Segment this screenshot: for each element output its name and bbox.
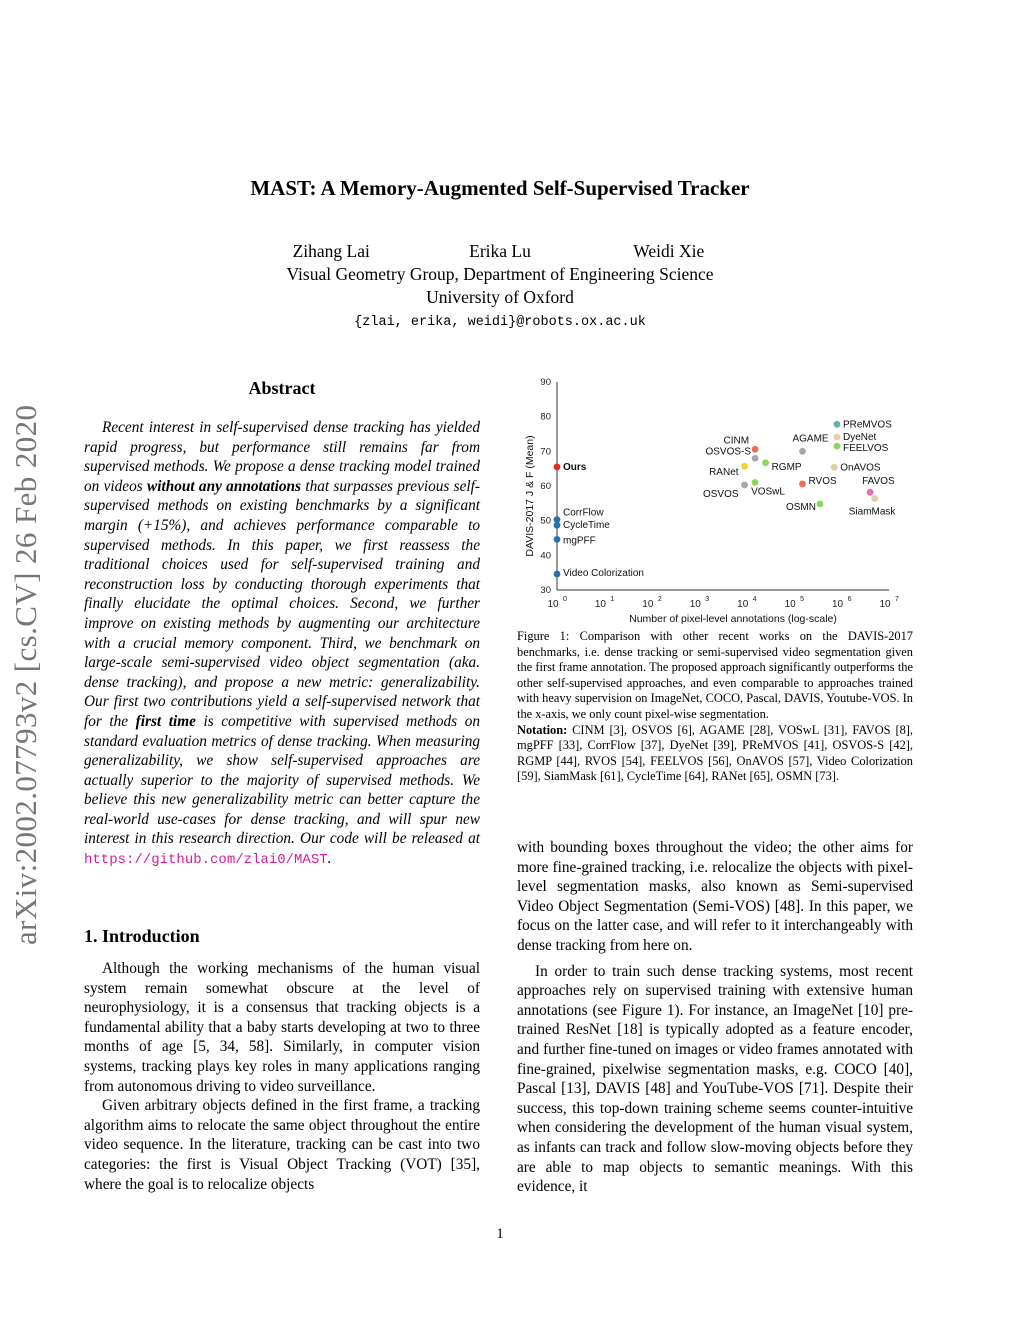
x-axis-label: Number of pixel-level annotations (log-scale)	[629, 613, 837, 625]
y-tick-label: 80	[540, 411, 551, 423]
page-number: 1	[496, 1226, 504, 1242]
data-point	[867, 489, 874, 496]
figure-caption	[517, 629, 913, 785]
x-tick-label: 10	[594, 599, 606, 610]
y-tick-label: 30	[540, 585, 551, 596]
point-label: mgPFF	[563, 535, 596, 547]
author-name: Weidi Xie	[633, 241, 705, 261]
point-label: OSVOS	[702, 488, 739, 500]
abstract-heading: Abstract	[248, 378, 316, 398]
intro-paragraph: Although the working mechanisms of the human visual system remain somewhat obscure at the level of neurophysiology, it is a consensus that tracking objects is a fundamental ability that a baby starts developing at two to three months of age [5, 34, 58]. Similarly, in computer vision systems, tracking plays key roles in many applications ranging from autonomous driving to video surveillance.	[84, 960, 480, 1095]
x-tick-exponent: 3	[705, 596, 710, 603]
email: {zlai, erika, weidi}@robots.ox.ac.uk	[354, 315, 646, 330]
point-label: FEELVOS	[842, 443, 889, 455]
point-label: AGAME	[792, 433, 829, 445]
university: University of Oxford	[426, 287, 574, 307]
intro-left-column	[84, 959, 480, 1194]
point-label: DyeNet	[842, 432, 877, 444]
code-link[interactable]: https://github.com/zlai0/MAST	[84, 852, 328, 869]
x-tick-label: 10	[642, 599, 654, 610]
data-point	[554, 522, 561, 529]
x-tick-exponent: 7	[895, 596, 899, 603]
abstract-bold: without any annotations	[147, 477, 302, 495]
data-point	[831, 464, 838, 471]
data-point	[762, 459, 769, 466]
point-label: CINM	[723, 435, 750, 447]
y-tick-label: 60	[540, 481, 551, 492]
author-name: Zihang Lai	[292, 241, 370, 261]
abstract-text: that surpasses previous self-supervised methods on existing benchmarks by a significant margin (+15%), and achieves performance comparable to supervised methods. In this paper, we first reassess the traditional choices used for self-supervised training and reconstruction loss by conducting thorough experiments that finally elucidate the optimal choices. Second, we further improve on existing methods by augmenting our architecture with a crucial memory component. Third, we benchmark on large-scale semi-supervised video object segmentation (aka. dense tracking), and propose a new metric: generalizability. Our first two contributions yield a self-supervised network that for the	[84, 477, 481, 730]
point-label: OSVOS-S	[705, 446, 752, 458]
point-label: RANet	[709, 467, 739, 479]
data-point	[741, 463, 748, 470]
abstract-end: .	[327, 850, 332, 868]
x-tick-label: 10	[547, 599, 559, 610]
data-point	[554, 571, 561, 578]
abstract-text: Recent interest in self-supervised dense tracking has yielded rapid progress, but performance still remains far from supervised methods. We propose a dense tracking model trained on videos	[84, 419, 480, 495]
abstract-body	[84, 418, 480, 871]
y-tick-label: 70	[540, 446, 551, 458]
data-point	[834, 421, 841, 428]
point-label: OnAVOS	[840, 462, 881, 474]
author-names	[0, 240, 1000, 263]
x-tick-exponent: 6	[847, 596, 852, 603]
point-label: CorrFlow	[563, 507, 604, 519]
data-point	[834, 443, 841, 450]
x-tick-label: 10	[832, 599, 844, 610]
point-label: OSMN	[785, 502, 816, 514]
data-point	[834, 434, 841, 441]
intro-paragraph: Given arbitrary objects defined in the first frame, a tracking algorithm aims to relocate the same object throughout the entire video sequence. In the literature, tracking can be cast into two categories: the first is Visual Object Tracking (VOT) [35], where the goal is to relocalize objects	[84, 1097, 480, 1193]
point-label: RGMP	[771, 461, 802, 473]
abstract-bold: first time	[135, 712, 196, 730]
y-tick-label: 40	[540, 550, 551, 562]
x-tick-label: 10	[879, 599, 891, 610]
y-tick-label: 90	[540, 377, 551, 388]
y-axis-label: DAVIS-2017 J & F (Mean)	[524, 435, 536, 557]
point-label: CycleTime	[563, 520, 610, 532]
x-tick-label: 10	[689, 599, 701, 610]
x-tick-label: 10	[737, 599, 749, 610]
data-point	[799, 448, 806, 455]
y-tick-label: 50	[540, 515, 551, 527]
data-point	[752, 455, 759, 462]
intro-heading: 1. Introduction	[84, 926, 200, 946]
x-tick-exponent: 4	[752, 596, 757, 603]
x-tick-exponent: 1	[610, 596, 615, 603]
data-point	[799, 481, 806, 488]
data-point	[554, 536, 561, 543]
abstract-text: is competitive with supervised methods on standard evaluation metrics of dense tracking. When measuring generalizability, we show self-supervised approaches are actually superior to the majority of supervised methods. We believe this new generalizability metric can better capture the real-world use-cases for dense tracking, and will spur new interest in this research direction. Our code will be released at	[84, 712, 480, 848]
point-label: Video Colorization	[563, 568, 644, 580]
x-tick-label: 10	[784, 599, 796, 610]
x-tick-exponent: 2	[657, 596, 662, 603]
intro-right-column	[517, 838, 913, 1197]
author-block	[0, 240, 1000, 334]
point-label: PReMVOS	[842, 419, 892, 431]
data-point	[752, 479, 759, 486]
paper-title: MAST: A Memory-Augmented Self-Supervised Tracker	[250, 176, 750, 200]
intro-paragraph: with bounding boxes throughout the video; the other aims for more fine-grained tracking, i.e. relocalize the objects with pixel-level segmentation masks, also known as Semi-supervised Video Object Segmentation (Semi-VOS) [48]. In this paper, we focus on the latter case, and will refer to it interchangeably with dense tracking from here on.	[517, 839, 913, 954]
caption-text: Figure 1: Comparison with other recent works on the DAVIS-2017 benchmarks, i.e. dense tracking or semi-supervised video segmentation given the first frame annotation. The proposed approach significantly outperforms the other self-supervised approaches, and even comparable to approaches trained with heavy supervision on ImageNet, COCO, Pascal, DAVIS, Youtube-VOS. In the x-axis, we only count pixel-wise segmentation.	[517, 629, 913, 721]
point-label: RVOS	[808, 475, 837, 487]
data-point	[554, 464, 561, 471]
data-point	[817, 501, 824, 508]
notation-label: Notation:	[517, 722, 568, 737]
figure-1-chart	[517, 372, 917, 628]
x-tick-exponent: 5	[800, 596, 805, 603]
point-label: VOSwL	[751, 486, 785, 498]
data-point	[752, 446, 759, 453]
point-label: SiamMask	[848, 506, 896, 518]
affiliation: Visual Geometry Group, Department of Engineering Science	[286, 264, 714, 284]
notation-text: CINM [3], OSVOS [6], AGAME [28], VOSwL [31], FAVOS [8], mgPFF [33], CorrFlow [37], DyeNet [39], PReMVOS [41], OSVOS-S [42], RGMP [44], RVOS [54], FEELVOS [56], OnAVOS [57], Video Colorization [59], SiamMask [61], CycleTime [64], RANet [65], OSMN [73].	[517, 722, 913, 784]
x-tick-exponent: 0	[563, 596, 567, 603]
arxiv-identifier: arXiv:2002.07793v2 [cs.CV] 26 Feb 2020	[8, 404, 43, 945]
data-point	[871, 495, 878, 502]
intro-paragraph: In order to train such dense tracking systems, most recent approaches rely on supervised training with extensive human annotations (see Figure 1). For instance, an ImageNet [10] pre-trained ResNet [18] is typically adopted as a feature encoder, and further fine-tuned on images or video frames annotated with fine-grained, pixelwise segmentation masks, e.g. COCO [40], Pascal [13], DAVIS [48] and YouTube-VOS [71]. Despite their success, this top-down training scheme seems counter-intuitive when considering the development of the human visual system, as infants can track and follow slow-moving objects before they are able to map objects to semantic meanings. With this evidence, it	[517, 962, 913, 1196]
author-name: Erika Lu	[469, 241, 531, 261]
point-label: FAVOS	[862, 476, 895, 488]
data-point	[741, 482, 748, 489]
point-label: Ours	[563, 461, 587, 473]
